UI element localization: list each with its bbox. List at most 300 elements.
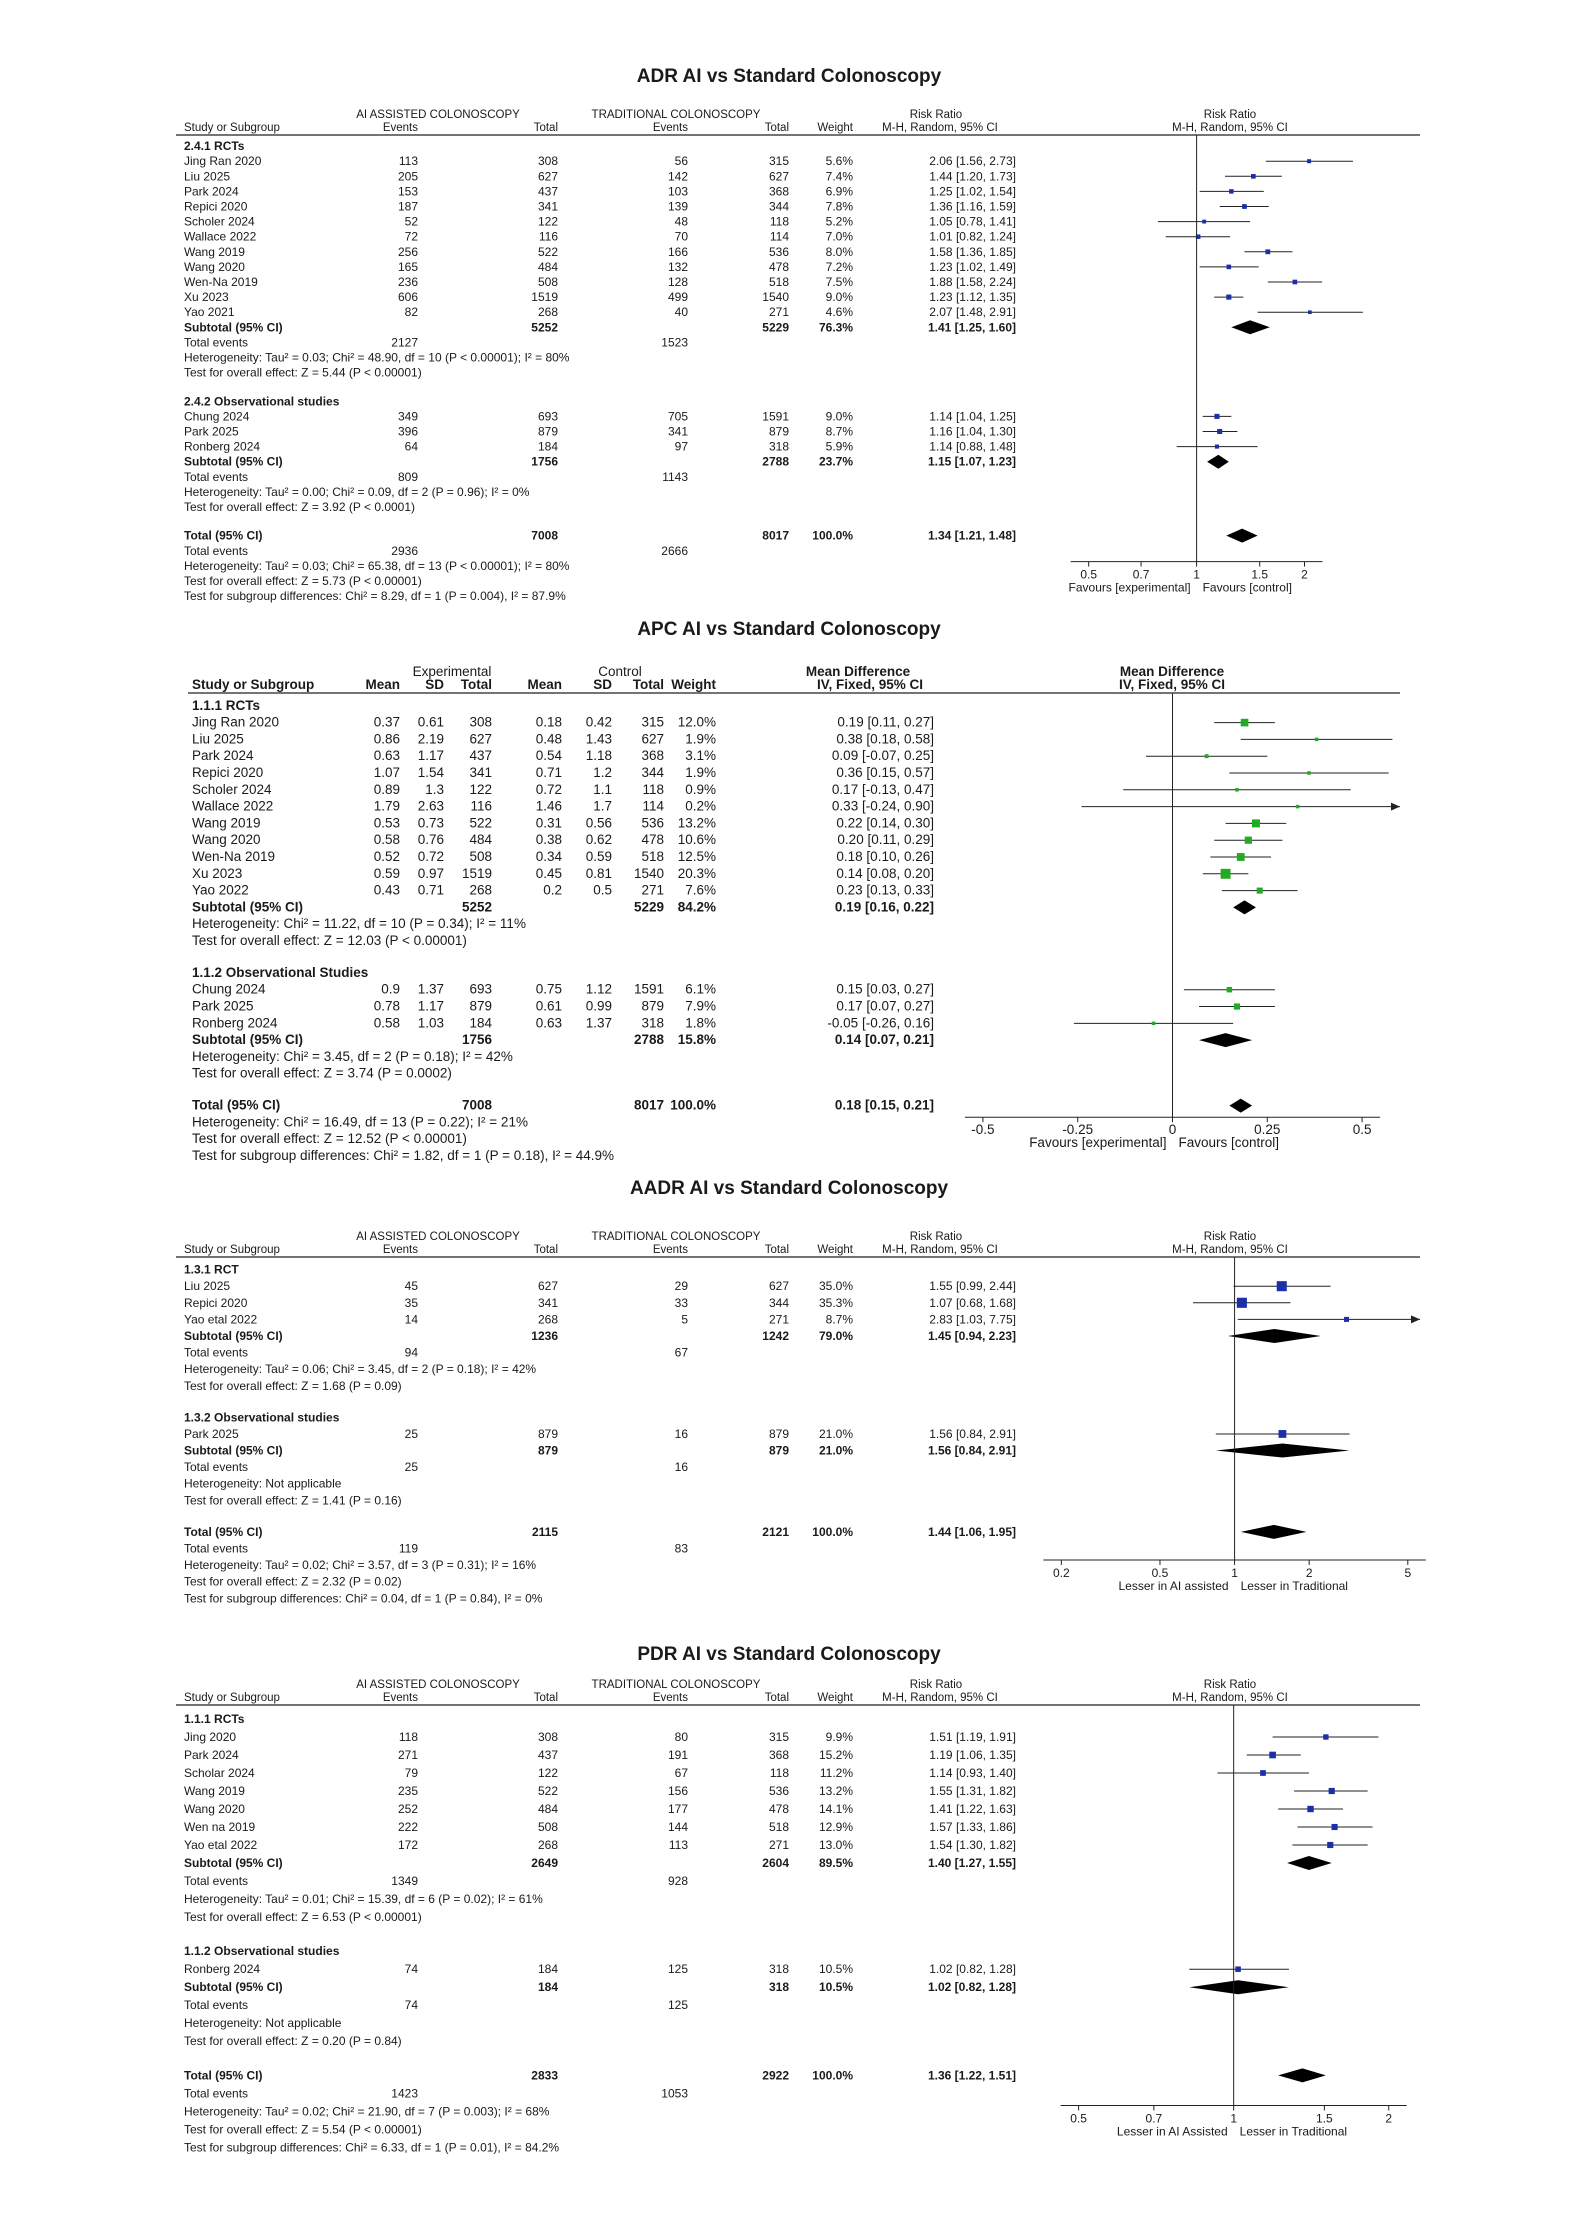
cell-ci: 0.14 [0.08, 0.20] bbox=[836, 865, 934, 881]
point-estimate bbox=[1202, 220, 1206, 224]
study-name: Yao 2022 bbox=[192, 882, 249, 898]
subgroup-note: Test for overall effect: Z = 0.20 (P = 0.84) bbox=[184, 2034, 402, 2049]
subtotal-label: Subtotal (95% CI) bbox=[184, 1980, 283, 1995]
panel-title: AADR AI vs Standard Colonoscopy bbox=[629, 1178, 949, 1199]
point-estimate bbox=[1226, 295, 1231, 300]
point-estimate bbox=[1237, 1298, 1247, 1308]
cell: 12.5% bbox=[677, 849, 716, 864]
group-header-ai: AI ASSISTED COLONOSCOPY bbox=[356, 109, 520, 121]
total-events-ai: 1423 bbox=[391, 2086, 418, 2101]
study-name: Wang 2020 bbox=[184, 1802, 245, 1816]
cell: 7.9% bbox=[685, 998, 716, 1014]
cell: 1.7 bbox=[593, 798, 612, 814]
study-name: Scholar 2024 bbox=[184, 1766, 255, 1780]
total-events-label: Total events bbox=[184, 469, 249, 484]
cell: 308 bbox=[469, 714, 492, 730]
cell: 0.5 bbox=[593, 882, 612, 898]
cell: 2.63 bbox=[417, 798, 444, 814]
total-label: Total (95% CI) bbox=[184, 528, 263, 543]
cell: 10.6% bbox=[677, 832, 716, 848]
cell: 268 bbox=[537, 1838, 558, 1852]
total-diamond bbox=[1229, 1099, 1252, 1113]
cell: 0.89 bbox=[373, 781, 400, 797]
cell-ci: 2.83 [1.03, 7.75] bbox=[929, 1312, 1016, 1327]
study-name: Liu 2025 bbox=[184, 1279, 231, 1294]
point-estimate bbox=[1344, 1317, 1349, 1322]
group-header-plot: Risk Ratio bbox=[1203, 109, 1257, 121]
subgroup-note: Heterogeneity: Not applicable bbox=[184, 1476, 342, 1491]
cell: 165 bbox=[397, 259, 418, 274]
cell: 100.0% bbox=[670, 1097, 716, 1113]
point-estimate bbox=[1252, 819, 1260, 827]
point-estimate bbox=[1227, 987, 1232, 992]
study-name: Scholer 2024 bbox=[184, 214, 255, 229]
cell: 97 bbox=[674, 439, 688, 454]
group-header-ai: AI ASSISTED COLONOSCOPY bbox=[356, 1231, 520, 1243]
cell: 114 bbox=[769, 229, 789, 244]
cell-ci: 1.36 [1.16, 1.59] bbox=[929, 199, 1016, 214]
group-header-plot: Mean Difference bbox=[1119, 664, 1225, 679]
total-events-label: Total events bbox=[184, 2086, 249, 2101]
cell-ci: 1.58 [1.36, 1.85] bbox=[929, 244, 1016, 259]
cell: 0.54 bbox=[535, 748, 562, 764]
cell: 6.9% bbox=[825, 184, 853, 199]
cell-ci: 1.51 [1.19, 1.91] bbox=[929, 1730, 1016, 1744]
cell: 1.46 bbox=[535, 798, 562, 814]
cell: 318 bbox=[768, 439, 789, 454]
cell: 1.9% bbox=[685, 765, 716, 780]
cell: 13.2% bbox=[818, 1784, 853, 1798]
panel-apc bbox=[188, 619, 1400, 1163]
cell-ci: 0.09 [-0.07, 0.25] bbox=[831, 748, 934, 764]
cell: 0.78 bbox=[373, 998, 400, 1014]
cell: 693 bbox=[537, 409, 558, 424]
cell: 1.12 bbox=[585, 981, 612, 997]
total-label: Total (95% CI) bbox=[192, 1097, 281, 1113]
cell: 35.0% bbox=[818, 1279, 853, 1294]
cell: 252 bbox=[397, 1802, 418, 1816]
total-events-ai: 2936 bbox=[391, 543, 418, 558]
cell-ci: 1.36 [1.22, 1.51] bbox=[927, 2068, 1016, 2083]
subgroup-label: 2.4.1 RCTs bbox=[184, 139, 245, 154]
cell: 522 bbox=[537, 1784, 558, 1798]
point-estimate bbox=[1221, 869, 1231, 879]
cell: 627 bbox=[537, 169, 558, 184]
cell: 8.0% bbox=[825, 244, 853, 259]
cell: 1242 bbox=[762, 1329, 789, 1343]
cell: 29 bbox=[674, 1279, 688, 1294]
subgroup-note: Test for overall effect: Z = 5.44 (P < 0.00001) bbox=[184, 365, 422, 380]
cell: 67 bbox=[674, 1766, 688, 1780]
favours-left: Lesser in AI assisted bbox=[1118, 1578, 1229, 1593]
cell: 0.59 bbox=[373, 865, 400, 881]
cell: 344 bbox=[641, 765, 664, 780]
cell: 7008 bbox=[461, 1097, 492, 1113]
group-header-effect: Risk Ratio bbox=[909, 1679, 963, 1691]
subgroup-note: Test for overall effect: Z = 3.92 (P < 0.0001) bbox=[184, 499, 416, 514]
cell: 40 bbox=[674, 305, 688, 320]
point-estimate bbox=[1307, 1806, 1313, 1812]
cell: 187 bbox=[397, 199, 418, 214]
cell: 7.8% bbox=[825, 199, 853, 214]
cell: 2604 bbox=[762, 1856, 789, 1870]
panel-title: APC AI vs Standard Colonoscopy bbox=[637, 619, 941, 640]
cell-ci: 0.20 [0.11, 0.29] bbox=[837, 832, 934, 848]
group-header-effect: Risk Ratio bbox=[909, 1231, 963, 1243]
subtotal-diamond bbox=[1199, 1033, 1252, 1047]
cell: 0.31 bbox=[535, 815, 562, 831]
study-name: Repici 2020 bbox=[184, 1295, 248, 1310]
col-header: Weight bbox=[817, 122, 853, 134]
study-name: Yao etal 2022 bbox=[184, 1838, 258, 1852]
point-estimate bbox=[1307, 771, 1311, 775]
study-name: Wang 2019 bbox=[184, 244, 245, 259]
cell: 0.76 bbox=[417, 832, 444, 848]
cell: 271 bbox=[768, 1312, 789, 1327]
cell: 536 bbox=[641, 815, 664, 831]
cell: 693 bbox=[469, 981, 492, 997]
cell: 0.81 bbox=[585, 865, 612, 881]
cell: 368 bbox=[768, 184, 789, 199]
cell: 879 bbox=[537, 424, 558, 439]
study-name: Wang 2019 bbox=[184, 1784, 245, 1798]
study-name: Xu 2023 bbox=[184, 290, 229, 305]
cell: 122 bbox=[537, 214, 558, 229]
subtotal-label: Subtotal (95% CI) bbox=[192, 1032, 304, 1048]
cell: 118 bbox=[769, 214, 789, 229]
cell-ci: 1.40 [1.27, 1.55] bbox=[927, 1856, 1016, 1870]
group-header-traditional: TRADITIONAL COLONOSCOPY bbox=[591, 109, 761, 121]
study-name: Park 2024 bbox=[192, 748, 254, 764]
col-header: Total bbox=[764, 122, 789, 134]
col-header: Total bbox=[632, 677, 664, 692]
cell: 80 bbox=[674, 1730, 688, 1744]
cell: 184 bbox=[537, 1980, 558, 1995]
cell: 499 bbox=[667, 290, 688, 305]
subtotal-label: Subtotal (95% CI) bbox=[184, 1856, 283, 1870]
total-events-trad: 125 bbox=[667, 1998, 688, 2013]
subtotal-diamond bbox=[1207, 455, 1229, 469]
cell: 100.0% bbox=[812, 528, 853, 543]
cell-ci: 0.33 [-0.24, 0.90] bbox=[831, 798, 934, 814]
col-header-ci: IV, Fixed, 95% CI bbox=[816, 677, 924, 692]
group-header-experimental: Experimental bbox=[412, 664, 492, 679]
cell: 268 bbox=[537, 1312, 558, 1327]
subgroup-note: Heterogeneity: Tau² = 0.06; Chi² = 3.45, df = 2 (P = 0.18); I² = 42% bbox=[184, 1362, 537, 1377]
cell: 9.9% bbox=[825, 1730, 853, 1744]
cell: 0.53 bbox=[373, 815, 400, 831]
cell: 9.0% bbox=[825, 409, 853, 424]
cell: 0.62 bbox=[585, 832, 612, 848]
cell-ci: 1.56 [0.84, 2.91] bbox=[929, 1426, 1016, 1441]
col-header-plot-ci: M-H, Random, 95% CI bbox=[1172, 1692, 1288, 1704]
cell-ci: 1.14 [0.93, 1.40] bbox=[929, 1766, 1016, 1780]
cell: 8.7% bbox=[825, 1312, 853, 1327]
point-estimate bbox=[1323, 1734, 1328, 1739]
cell: 1540 bbox=[633, 865, 664, 881]
x-tick-label: 0.25 bbox=[1254, 1122, 1281, 1138]
favours-left: Lesser in AI Assisted bbox=[1116, 2124, 1228, 2139]
col-header-plot-ci: M-H, Random, 95% CI bbox=[1172, 122, 1288, 134]
cell: 89.5% bbox=[818, 1856, 853, 1870]
cell: 705 bbox=[667, 409, 688, 424]
footer-note: Test for subgroup differences: Chi² = 8.29, df = 1 (P = 0.004), I² = 87.9% bbox=[184, 589, 566, 604]
cell: 5.9% bbox=[825, 439, 853, 454]
cell-ci: 1.34 [1.21, 1.48] bbox=[927, 528, 1016, 543]
study-name: Jing Ran 2020 bbox=[184, 154, 262, 169]
cell: 2649 bbox=[531, 1856, 558, 1870]
cell: 7.5% bbox=[825, 275, 853, 289]
cell: 52 bbox=[404, 214, 418, 229]
panel-pdr bbox=[176, 1644, 1420, 2154]
cell: 118 bbox=[642, 781, 664, 797]
study-name: Wallace 2022 bbox=[184, 229, 257, 244]
panel-adr bbox=[176, 66, 1420, 603]
cell: 70 bbox=[674, 229, 688, 244]
group-header-ai: AI ASSISTED COLONOSCOPY bbox=[356, 1679, 520, 1691]
cell: 13.0% bbox=[818, 1838, 853, 1852]
cell: 368 bbox=[768, 1748, 789, 1762]
cell: 33 bbox=[674, 1295, 688, 1310]
x-tick-label: 0.5 bbox=[1070, 2111, 1087, 2126]
point-estimate bbox=[1293, 280, 1298, 285]
col-header: Events bbox=[382, 1692, 418, 1704]
cell: 35 bbox=[404, 1295, 418, 1310]
col-header: Events bbox=[652, 1244, 688, 1256]
cell: 11.2% bbox=[819, 1766, 853, 1780]
x-tick-label: 1.5 bbox=[1316, 2111, 1333, 2126]
cell: 2788 bbox=[762, 454, 789, 469]
cell-ci: -0.05 [-0.26, 0.16] bbox=[827, 1015, 934, 1031]
cell: 0.99 bbox=[585, 998, 612, 1014]
cell: 10.5% bbox=[818, 1962, 853, 1977]
total-events-label: Total events bbox=[184, 1541, 249, 1556]
cell: 0.34 bbox=[535, 849, 562, 864]
total-events-ai: 809 bbox=[397, 469, 418, 484]
footer-note: Test for overall effect: Z = 5.54 (P < 0.00001) bbox=[184, 2122, 422, 2137]
point-estimate bbox=[1237, 853, 1245, 861]
study-name: Park 2025 bbox=[184, 424, 239, 439]
footer-note: Heterogeneity: Tau² = 0.03; Chi² = 65.38, df = 13 (P < 0.00001); I² = 80% bbox=[184, 558, 570, 573]
subgroup-note: Test for overall effect: Z = 12.03 (P < 0.00001) bbox=[192, 933, 467, 948]
cell: 72 bbox=[404, 229, 418, 244]
cell-ci: 1.15 [1.07, 1.23] bbox=[927, 454, 1016, 469]
col-header: Total bbox=[764, 1692, 789, 1704]
subgroup-label: 1.1.2 Observational Studies bbox=[192, 964, 369, 980]
cell: 536 bbox=[768, 1784, 789, 1798]
cell: 76.3% bbox=[818, 320, 853, 335]
footer-note: Test for overall effect: Z = 5.73 (P < 0.00001) bbox=[184, 573, 422, 588]
x-tick-label: 2 bbox=[1301, 567, 1308, 582]
ci-arrow bbox=[1411, 1315, 1420, 1323]
subgroup-label: 1.1.2 Observational studies bbox=[184, 1944, 340, 1959]
col-header: Events bbox=[382, 122, 418, 134]
cell-ci: 0.14 [0.07, 0.21] bbox=[834, 1032, 934, 1048]
cell: 318 bbox=[768, 1980, 789, 1995]
group-header-plot: Risk Ratio bbox=[1203, 1679, 1257, 1691]
col-header-study: Study or Subgroup bbox=[192, 677, 315, 692]
cell-ci: 0.18 [0.10, 0.26] bbox=[836, 849, 934, 864]
cell: 4.6% bbox=[825, 305, 853, 320]
point-estimate bbox=[1327, 1842, 1333, 1848]
cell-ci: 1.01 [0.82, 1.24] bbox=[929, 229, 1016, 244]
col-header-study: Study or Subgroup bbox=[184, 122, 280, 134]
cell: 1.37 bbox=[585, 1015, 612, 1031]
subgroup-note: Heterogeneity: Chi² = 11.22, df = 10 (P = 0.34); I² = 11% bbox=[192, 916, 526, 932]
total-events-ai: 2127 bbox=[391, 335, 418, 350]
cell: 341 bbox=[537, 1295, 558, 1310]
cell: 1519 bbox=[531, 290, 558, 305]
cell: 437 bbox=[469, 748, 492, 764]
subtotal-diamond bbox=[1216, 1444, 1350, 1458]
cell: 0.71 bbox=[535, 765, 562, 780]
group-header-traditional: TRADITIONAL COLONOSCOPY bbox=[591, 1679, 761, 1691]
study-name: Wallace 2022 bbox=[192, 798, 274, 814]
favours-right: Lesser in Traditional bbox=[1239, 2124, 1348, 2139]
point-estimate bbox=[1235, 1966, 1241, 1972]
x-tick-label: 5 bbox=[1404, 1565, 1412, 1580]
cell: 2121 bbox=[762, 1524, 789, 1539]
cell: 2.19 bbox=[417, 731, 444, 747]
cell: 139 bbox=[667, 199, 688, 214]
col-header-study: Study or Subgroup bbox=[184, 1244, 280, 1256]
cell-ci: 1.25 [1.02, 1.54] bbox=[929, 184, 1016, 199]
cell: 315 bbox=[641, 714, 664, 730]
x-tick-label: 0.7 bbox=[1132, 567, 1150, 582]
cell-ci: 0.15 [0.03, 0.27] bbox=[836, 981, 934, 997]
favours-left: Favours [experimental] bbox=[1029, 1135, 1167, 1151]
cell: 0.86 bbox=[373, 731, 400, 747]
cell: 7.2% bbox=[825, 259, 853, 274]
cell: 0.73 bbox=[417, 815, 444, 831]
col-header-study: Study or Subgroup bbox=[184, 1692, 280, 1704]
study-name: Jing 2020 bbox=[184, 1730, 237, 1744]
point-estimate bbox=[1257, 888, 1263, 894]
cell: 1.18 bbox=[585, 748, 612, 764]
col-header: Mean bbox=[365, 677, 400, 692]
cell: 1.9% bbox=[685, 731, 716, 747]
col-header: Total bbox=[764, 1244, 789, 1256]
cell-ci: 1.23 [1.02, 1.49] bbox=[929, 259, 1016, 274]
subgroup-note: Test for overall effect: Z = 1.68 (P = 0.09) bbox=[184, 1378, 402, 1393]
study-name: Wang 2019 bbox=[192, 815, 261, 831]
cell: 341 bbox=[537, 199, 558, 214]
cell: 35.3% bbox=[818, 1295, 853, 1310]
panel-title: ADR AI vs Standard Colonoscopy bbox=[636, 66, 942, 87]
cell: 9.0% bbox=[825, 290, 853, 305]
cell: 0.63 bbox=[535, 1015, 562, 1031]
cell: 74 bbox=[404, 1962, 418, 1977]
subgroup-label: 1.3.1 RCT bbox=[184, 1262, 239, 1277]
cell: 0.42 bbox=[585, 714, 612, 730]
cell: 184 bbox=[537, 1962, 558, 1977]
favours-right: Favours [control] bbox=[1202, 580, 1292, 595]
total-events-ai: 119 bbox=[398, 1541, 418, 1556]
cell: 627 bbox=[641, 731, 664, 747]
col-header-plot-ci: IV, Fixed, 95% CI bbox=[1118, 677, 1226, 692]
cell: 1519 bbox=[461, 865, 492, 881]
col-header: Events bbox=[382, 1244, 418, 1256]
cell: 627 bbox=[469, 731, 492, 747]
cell: 5 bbox=[681, 1312, 688, 1327]
cell: 518 bbox=[768, 275, 789, 289]
x-tick-label: 1 bbox=[1231, 1565, 1238, 1580]
cell: 522 bbox=[469, 815, 492, 831]
cell: 341 bbox=[667, 424, 688, 439]
cell: 1591 bbox=[762, 409, 789, 424]
cell: 5252 bbox=[461, 899, 492, 915]
favours-right: Lesser in Traditional bbox=[1240, 1578, 1348, 1593]
cell: 8017 bbox=[762, 528, 789, 543]
cell-ci: 1.57 [1.33, 1.86] bbox=[929, 1820, 1016, 1834]
cell: 627 bbox=[768, 1279, 789, 1294]
point-estimate bbox=[1245, 837, 1252, 844]
study-name: Xu 2023 bbox=[192, 865, 243, 881]
cell: 1756 bbox=[531, 454, 558, 469]
total-events-ai: 1349 bbox=[391, 1874, 418, 1888]
cell: 5229 bbox=[633, 899, 664, 915]
total-events-trad: 1053 bbox=[661, 2086, 688, 2101]
cell: 879 bbox=[768, 1443, 789, 1458]
point-estimate bbox=[1296, 805, 1300, 809]
subgroup-note: Heterogeneity: Tau² = 0.00; Chi² = 0.09, df = 2 (P = 0.96); I² = 0% bbox=[184, 484, 530, 499]
cell: 879 bbox=[641, 998, 664, 1014]
cell-ci: 1.07 [0.68, 1.68] bbox=[929, 1295, 1016, 1310]
cell: 7.6% bbox=[685, 882, 716, 898]
point-estimate bbox=[1332, 1824, 1338, 1830]
cell-ci: 1.23 [1.12, 1.35] bbox=[929, 290, 1016, 305]
cell: 64 bbox=[404, 439, 418, 454]
col-header: Weight bbox=[671, 677, 716, 692]
subtotal-diamond bbox=[1189, 1980, 1289, 1994]
cell: 7.4% bbox=[825, 169, 853, 184]
cell: 344 bbox=[768, 1295, 789, 1310]
cell: 606 bbox=[397, 290, 418, 305]
cell: 271 bbox=[768, 1838, 789, 1852]
cell: 484 bbox=[469, 832, 492, 848]
cell: 271 bbox=[397, 1748, 418, 1762]
cell: 1540 bbox=[762, 290, 789, 305]
x-tick-label: 0.5 bbox=[1080, 567, 1098, 582]
study-name: Ronberg 2024 bbox=[192, 1015, 278, 1031]
total-events-ai: 25 bbox=[404, 1460, 418, 1475]
x-tick-label: 0.7 bbox=[1145, 2111, 1163, 2126]
total-label: Total (95% CI) bbox=[184, 2068, 263, 2083]
cell: 12.0% bbox=[677, 714, 716, 730]
study-name: Repici 2020 bbox=[184, 199, 248, 214]
point-estimate bbox=[1277, 1281, 1287, 1291]
subgroup-note: Test for overall effect: Z = 1.41 (P = 0.16) bbox=[184, 1493, 402, 1508]
col-header: SD bbox=[593, 677, 612, 692]
point-estimate bbox=[1235, 788, 1239, 792]
total-events-trad: 83 bbox=[674, 1541, 688, 1556]
point-estimate bbox=[1308, 310, 1312, 314]
cell: 627 bbox=[768, 169, 789, 184]
total-diamond bbox=[1278, 2068, 1326, 2082]
x-tick-label: 1 bbox=[1193, 567, 1200, 582]
x-tick-label: -0.25 bbox=[1062, 1122, 1094, 1138]
cell: 508 bbox=[469, 849, 492, 864]
total-events-ai: 74 bbox=[404, 1998, 418, 2013]
cell: 879 bbox=[768, 424, 789, 439]
group-header-plot: Risk Ratio bbox=[1203, 1231, 1257, 1243]
subtotal-label: Subtotal (95% CI) bbox=[184, 1443, 283, 1458]
cell: 166 bbox=[667, 244, 688, 259]
cell-ci: 1.14 [0.88, 1.48] bbox=[929, 439, 1016, 454]
cell: 368 bbox=[641, 748, 664, 764]
point-estimate bbox=[1215, 445, 1219, 449]
cell-ci: 1.41 [1.22, 1.63] bbox=[929, 1802, 1016, 1816]
